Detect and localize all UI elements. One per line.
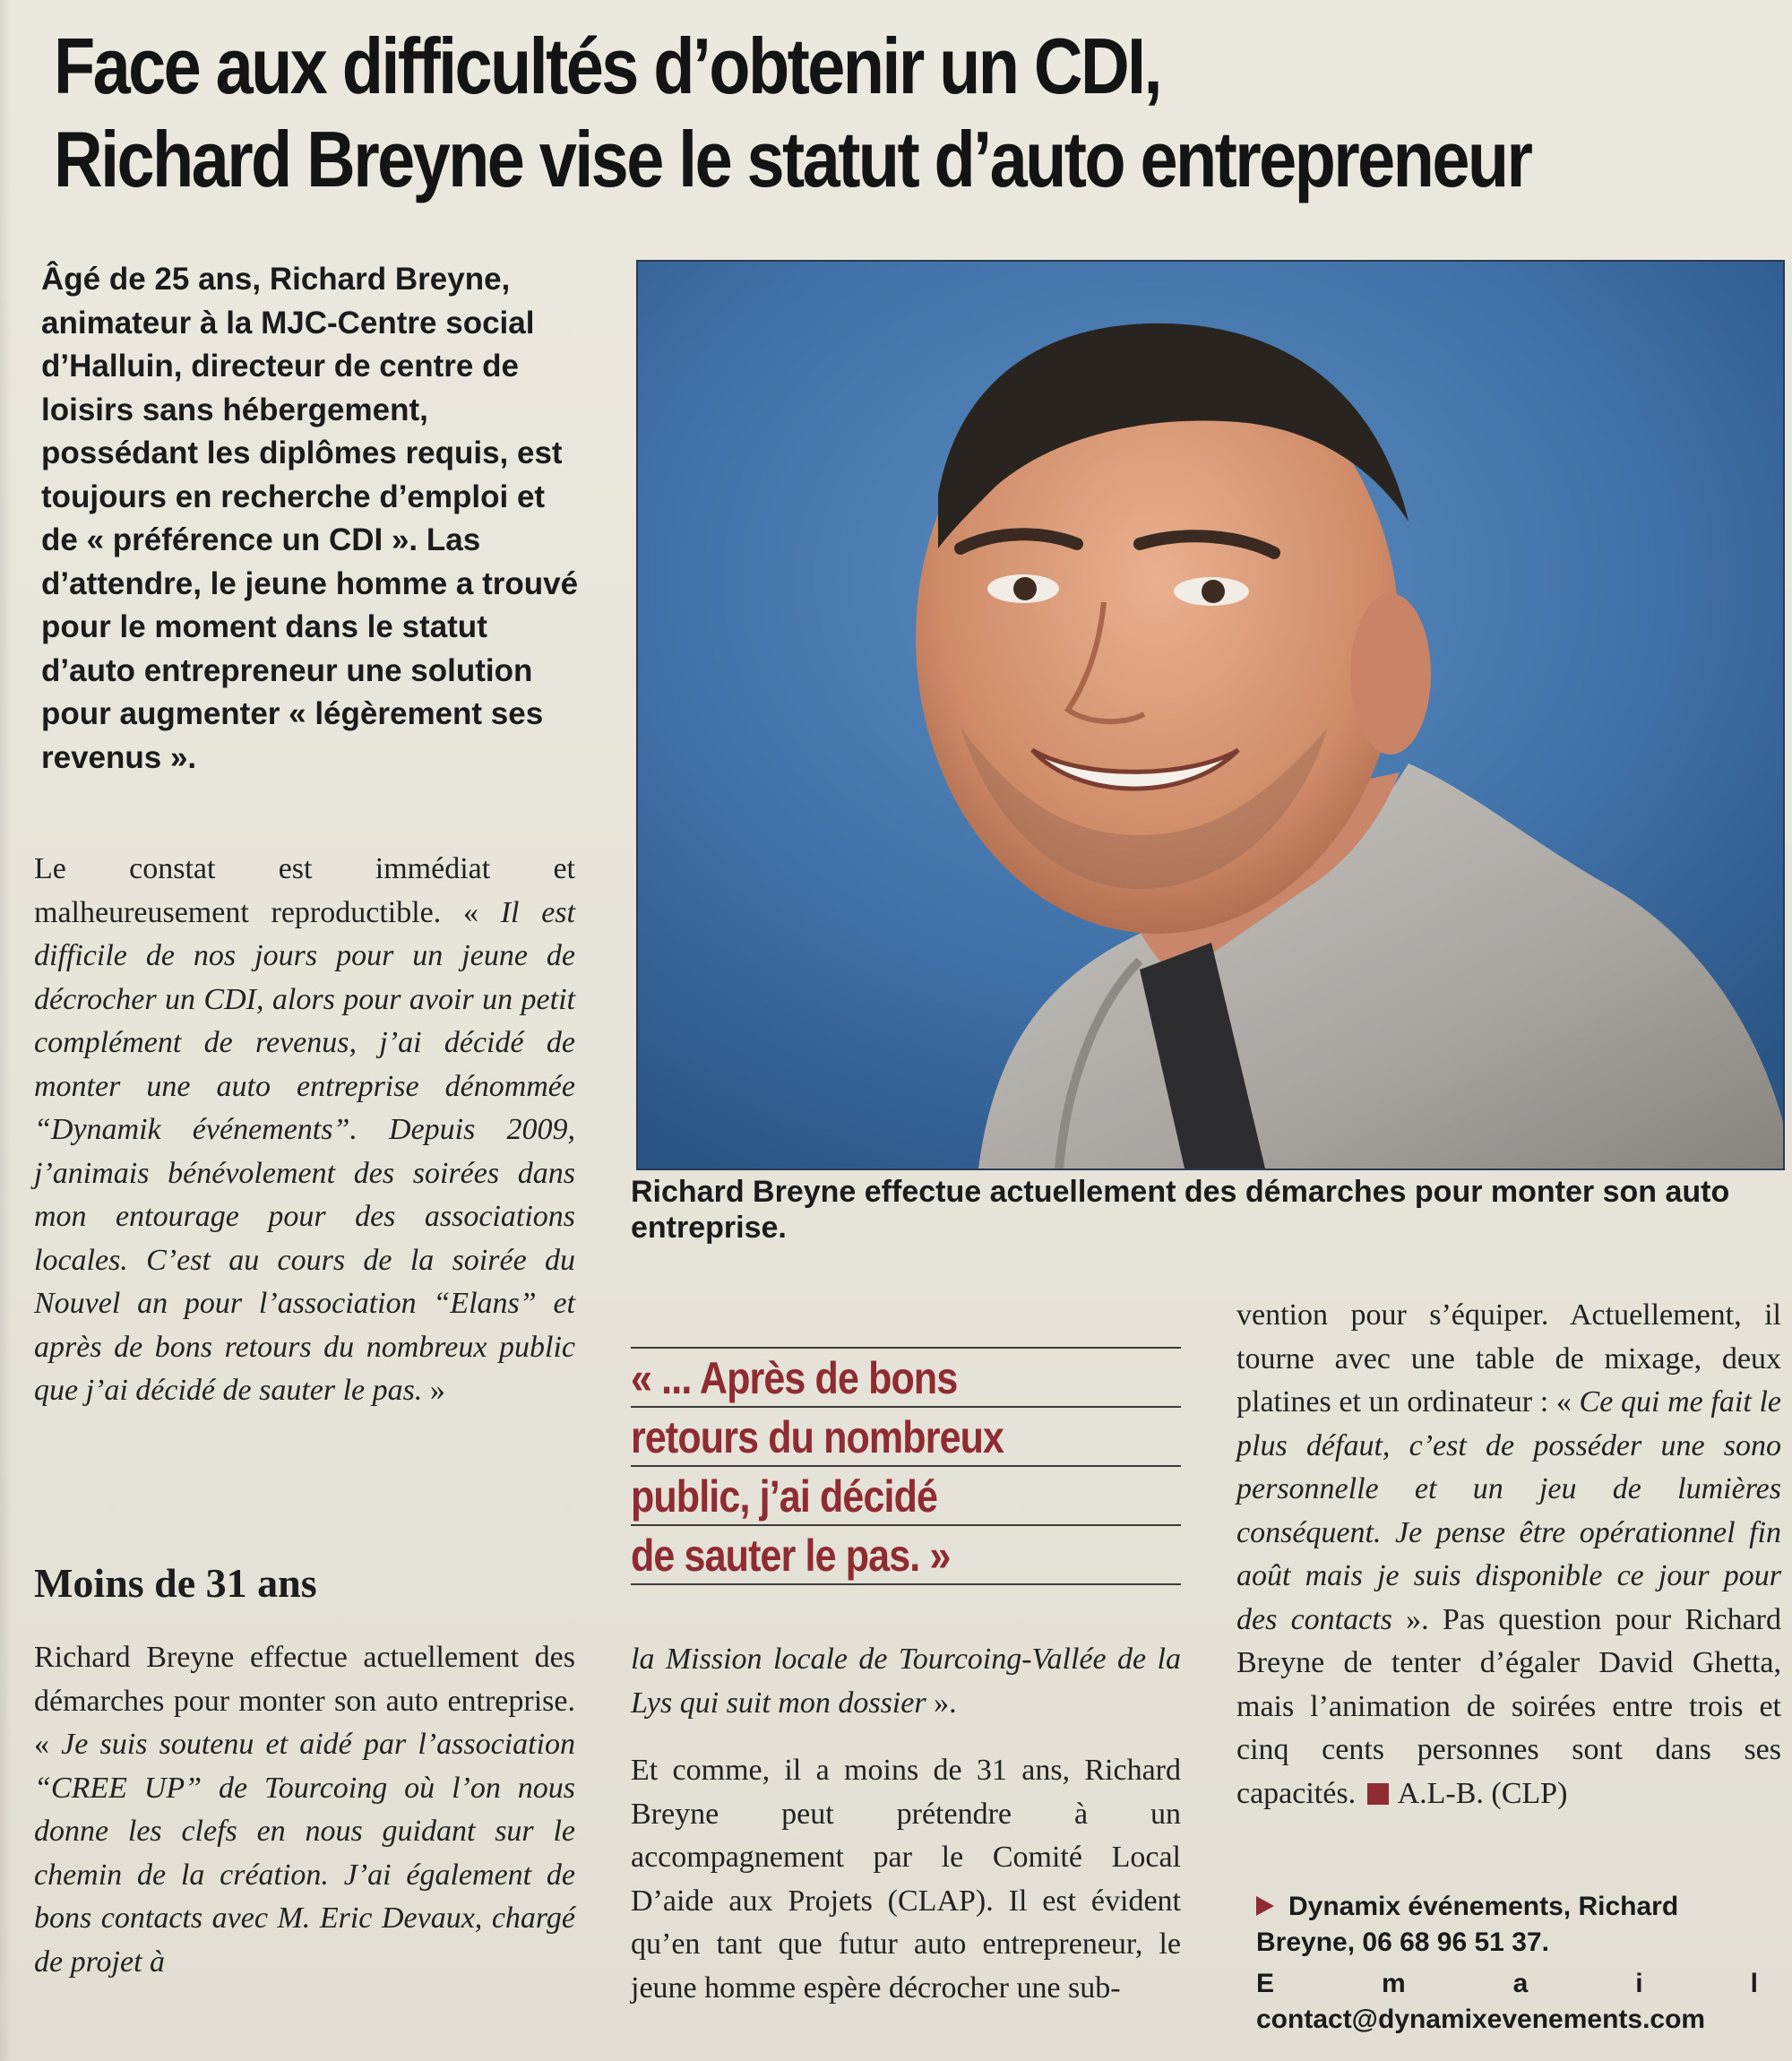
author-signature: A.L-B. (CLP) xyxy=(1397,1776,1568,1810)
column1-paragraph2 xyxy=(34,1636,575,1984)
pull-quote-text-1: « ... Après de bons xyxy=(631,1353,958,1403)
column1-p2-quote: Je suis soutenu et aidé par l’association “CREE UP” de Tourcoing où l’on nous donne les clefs en nous guidant sur le chemin de la création. J’ai également de bons contacts avec M. Eric Devaux, chargé de projet à xyxy=(34,1728,576,1979)
email-label xyxy=(1256,1966,1758,2002)
email-label-letter: a xyxy=(1512,1969,1529,1998)
column2-p1-close: ». xyxy=(926,1686,957,1720)
column2-paragraph2: Et comme, il a moins de 31 ans, Richard Breyne peut prétendre à un accompagnement par le Comité Local D’aide aux Projets (CLAP). Il est évident qu’en tant que futur auto entrepreneur, le jeune homme espère décrocher une sub- xyxy=(631,1754,1181,2005)
pull-quote-text-3: public, j’ai décidé xyxy=(631,1471,938,1522)
pull-quote-line xyxy=(631,1465,1181,1524)
email-label-letter: m xyxy=(1381,1969,1406,1998)
headline-line-1: Face aux difficultés d’obtenir un CDI, xyxy=(54,22,1160,110)
column1-p1-close: » xyxy=(422,1374,445,1407)
portrait-illustration xyxy=(638,262,1783,1168)
pull-quote-text-2: retours du nombreux xyxy=(631,1412,1004,1462)
triangle-arrow-icon xyxy=(1256,1896,1274,1916)
photo-caption: Richard Breyne effectue actuellement des démarches pour monter son auto entreprise. xyxy=(631,1175,1730,1245)
portrait-photo xyxy=(636,260,1785,1170)
pull-quote xyxy=(631,1347,1181,1585)
column3-paragraph xyxy=(1236,1294,1781,1815)
column1-p1-quote: Il est difficile de nos jours pour un jeune de décrocher un CDI, alors pour avoir un petit complément de revenus, j’ai décidé de monter une auto entreprise dénommée “Dynamik événements”. Depuis 2009, j’animais bénévolement des soirées dans mon entourage pour des associations locales. C’est au cours de la soirée du Nouvel an pour l’association “Elans” et après de bons retours du nombreux public que j’ai décidé de sauter le pas. xyxy=(34,895,575,1407)
email-label-letter: l xyxy=(1750,1969,1758,1998)
contact-line xyxy=(1256,1889,1783,1961)
column3-rest: ». Pas question pour Richard Breyne de tenter d’égaler David Ghetta, mais l’animation de soirées entre trois et cinq cents personnes sont dans ses capacités. xyxy=(1236,1602,1781,1810)
pull-quote-line xyxy=(631,1347,1181,1406)
headline-line-2: Richard Breyne vise le statut d’auto entrepreneur xyxy=(54,115,1531,203)
page-edge-shadow xyxy=(0,0,13,2061)
column1-p1-intro: Le constat est immédiat et malheureusement reproductible. « xyxy=(34,852,575,929)
subheading: Moins de 31 ans xyxy=(34,1560,317,1606)
column2-p1-quote: la Mission locale de Tourcoing-Vallée de la Lys qui suit mon dossier xyxy=(631,1643,1181,1720)
email-label-letter: E xyxy=(1256,1969,1275,1998)
pull-quote-text-4: de sauter le pas. » xyxy=(631,1531,951,1581)
article-lead: Âgé de 25 ans, Richard Breyne, animateur à la MJC-Centre social d’Halluin, directeur de centre de loisirs sans hébergement, possédant les diplômes requis, est toujours en recherche d’emploi et de « préférence un CDI ». Las d’attendre, le jeune homme a trouvé pour le moment dans le statut d’auto entrepreneur une solution pour augmenter « légèrement ses revenus ». xyxy=(41,262,579,775)
email-label-letter: i xyxy=(1635,1969,1643,1998)
article-headline xyxy=(54,20,1541,206)
contact-email: contact@dynamixevenements.com xyxy=(1256,2005,1706,2034)
contact-name-phone: Dynamix événements, Richard Breyne, 06 68 96 51 37. xyxy=(1256,1892,1679,1957)
column3-intro: vention pour s’équiper. Actuellement, il tourne avec une table de mixage, deux platines et un ordinateur : « xyxy=(1236,1298,1781,1419)
author-square-icon xyxy=(1367,1783,1389,1805)
column3-quote: Ce qui me fait le plus défaut, c’est de posséder une sono personnelle et un jeu de lumières conséquent. Je pense être opérationnel fin août mais je suis disponible ce jour pour des contacts xyxy=(1236,1385,1781,1636)
contact-info xyxy=(1256,1889,1783,2038)
column1-p2-intro: Richard Breyne effectue actuellement des démarches pour monter son auto entreprise. « xyxy=(34,1641,575,1761)
pull-quote-line xyxy=(631,1406,1181,1465)
pull-quote-line xyxy=(631,1524,1181,1583)
column1-paragraph1 xyxy=(34,848,575,1413)
column2-paragraph1 xyxy=(631,1638,1181,1725)
